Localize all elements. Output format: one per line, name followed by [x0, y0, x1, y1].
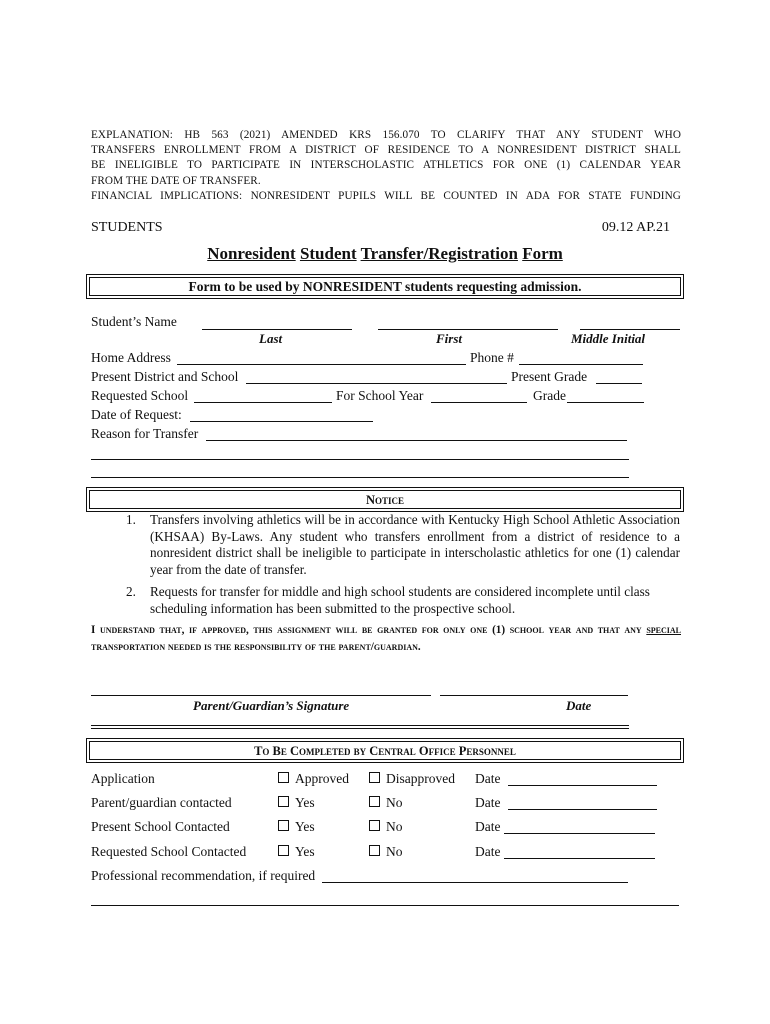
reason-line-2[interactable]: [91, 459, 629, 460]
checkbox-icon[interactable]: [369, 772, 380, 783]
checkbox-icon[interactable]: [278, 772, 289, 783]
school-year-field[interactable]: [431, 402, 527, 403]
checkbox-icon[interactable]: [278, 845, 289, 856]
acknowledgement-text: [91, 622, 681, 655]
application-date-field[interactable]: [508, 785, 657, 786]
last-name-field[interactable]: [202, 329, 352, 330]
date-of-request-field[interactable]: [190, 421, 373, 422]
first-label: First: [436, 331, 463, 346]
title-word: Student: [299, 244, 357, 263]
office-row-label: Application: [91, 771, 155, 786]
banner-box: [86, 274, 684, 299]
banner-text: Form to be used by NONRESIDENT students requesting admission.: [89, 277, 681, 296]
page-title: [0, 244, 770, 264]
signature-date-field[interactable]: [440, 695, 628, 696]
grade-label: Grade: [533, 388, 566, 403]
notice-item-2: Requests for transfer for middle and high school students are considered incomplete until class scheduling information has been submitted to the prospective school.: [150, 584, 650, 616]
explanation-line: TRANSFERS ENROLLMENT FROM A DISTRICT OF RESIDENCE TO A NONRESIDENT DISTRICT SHALL: [91, 144, 681, 157]
present-grade-field[interactable]: [596, 383, 642, 384]
office-row-label: Parent/guardian contacted: [91, 795, 232, 810]
option-label: No: [386, 795, 403, 810]
home-address-label: Home Address: [91, 350, 171, 365]
office-row-label: Present School Contacted: [91, 819, 230, 834]
acknowledgement-special: special: [646, 624, 681, 636]
office-title: To Be Completed by Central Office Personnel: [89, 741, 681, 760]
date-label: Date: [475, 795, 501, 810]
checkbox-icon[interactable]: [369, 845, 380, 856]
signature-date-label: Date: [566, 698, 592, 713]
parent-contacted-date-field[interactable]: [508, 809, 657, 810]
middle-initial-label: Middle Initial: [571, 331, 646, 346]
checkbox-icon[interactable]: [369, 796, 380, 807]
school-year-label: For School Year: [336, 388, 424, 403]
checkbox-icon[interactable]: [369, 820, 380, 831]
option-label: Yes: [295, 819, 315, 834]
present-grade-label: Present Grade: [511, 369, 588, 384]
section-label: STUDENTS: [91, 220, 163, 235]
divider: [91, 725, 629, 729]
present-district-field[interactable]: [246, 383, 507, 384]
title-word: Transfer/Registration: [360, 244, 518, 263]
notice-item-number: 1.: [126, 512, 136, 527]
acknowledgement-part-b: transportation needed is the responsibility of the parent/guardian.: [91, 640, 421, 653]
option-label: No: [386, 819, 403, 834]
reason-label: Reason for Transfer: [91, 426, 199, 441]
phone-field[interactable]: [519, 364, 643, 365]
present-school-date-field[interactable]: [504, 833, 655, 834]
middle-initial-field[interactable]: [580, 329, 680, 330]
option-yes[interactable]: [278, 844, 315, 860]
grade-field[interactable]: [567, 402, 644, 403]
explanation-line: BE INELIGIBLE TO PARTICIPATE IN INTERSCHOLASTIC ATHLETICS FOR ONE (1) CALENDAR YEAR: [91, 159, 681, 172]
date-label: Date: [475, 819, 501, 834]
explanation-line: FROM THE DATE OF TRANSFER.: [91, 174, 261, 187]
explanation-line: FINANCIAL IMPLICATIONS: NONRESIDENT PUPILS WILL BE COUNTED IN ADA FOR STATE FUNDING: [91, 189, 681, 202]
option-yes[interactable]: [278, 819, 315, 835]
date-label: Date: [475, 844, 501, 859]
office-box: [86, 738, 684, 763]
notice-item-1: Transfers involving athletics will be in accordance with Kentucky High School Athletic Association (KHSAA) By-Laws. Any student who transfers enrollment from a district of residence to a nonresident district shall be ineligible to participate in interscholastic athletics for one (1) calendar year from the date of transfer.: [150, 512, 680, 577]
requested-school-label: Requested School: [91, 388, 189, 403]
home-address-field[interactable]: [177, 364, 466, 365]
requested-school-field[interactable]: [194, 402, 332, 403]
option-no[interactable]: [369, 795, 403, 811]
date-of-request-label: Date of Request:: [91, 407, 182, 422]
notice-title: Notice: [89, 490, 681, 509]
office-row-label: Requested School Contacted: [91, 844, 247, 859]
option-yes[interactable]: [278, 795, 315, 811]
option-label: Yes: [295, 844, 315, 859]
policy-code: 09.12 AP.21: [601, 220, 670, 235]
phone-label: Phone #: [470, 350, 514, 365]
option-disapproved[interactable]: [369, 771, 455, 787]
present-district-label: Present District and School: [91, 369, 239, 384]
professional-field[interactable]: [322, 882, 628, 883]
option-no[interactable]: [369, 844, 403, 860]
option-label: Yes: [295, 795, 315, 810]
checkbox-icon[interactable]: [278, 796, 289, 807]
reason-line-3[interactable]: [91, 477, 629, 478]
reason-field[interactable]: [206, 440, 627, 441]
last-label: Last: [259, 331, 283, 346]
notice-item-number: 2.: [126, 584, 136, 599]
requested-school-date-field[interactable]: [504, 858, 655, 859]
checkbox-icon[interactable]: [278, 820, 289, 831]
professional-label: Professional recommendation, if required: [91, 868, 316, 883]
explanation-block: [91, 128, 681, 204]
explanation-line: EXPLANATION: HB 563 (2021) AMENDED KRS 156.070 TO CLARIFY THAT ANY STUDENT WHO: [91, 129, 681, 141]
signature-label: Parent/Guardian’s Signature: [193, 698, 350, 713]
student-name-label: Student’s Name: [91, 314, 177, 329]
signature-field[interactable]: [91, 695, 431, 696]
professional-line-2[interactable]: [91, 905, 679, 906]
option-no[interactable]: [369, 819, 403, 835]
notice-box: [86, 487, 684, 512]
acknowledgement-part-a: I understand that, if approved, this assignment will be granted for only one (1) school year and that any: [91, 624, 642, 636]
option-label: No: [386, 844, 403, 859]
option-label: Disapproved: [386, 771, 455, 786]
title-word: Nonresident: [207, 244, 296, 263]
option-approved[interactable]: [278, 771, 349, 787]
first-name-field[interactable]: [378, 329, 558, 330]
title-word: Form: [522, 244, 563, 263]
option-label: Approved: [295, 771, 349, 786]
date-label: Date: [475, 771, 501, 786]
